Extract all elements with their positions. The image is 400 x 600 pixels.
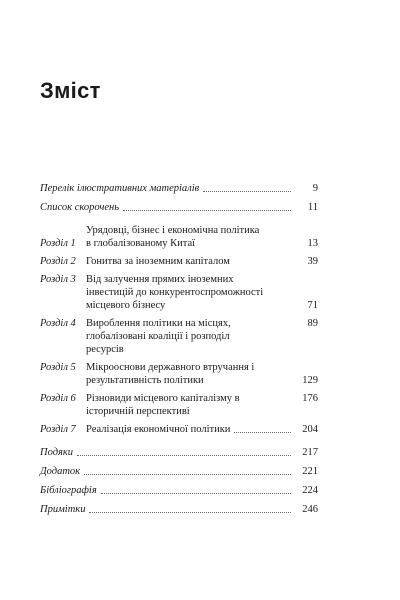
chapter-label: Розділ 3 xyxy=(40,274,76,285)
toc-page-number: 9 xyxy=(312,183,318,194)
toc-page-number: 204 xyxy=(302,424,318,435)
dot-leader xyxy=(77,455,291,456)
toc-entry-acknowledgments[interactable] xyxy=(40,446,318,459)
dot-leader xyxy=(101,493,291,494)
toc-page-number: 224 xyxy=(302,485,318,496)
dot-leader xyxy=(84,474,291,475)
dot-leader xyxy=(89,512,291,513)
toc-chapter-1[interactable] xyxy=(40,224,318,250)
toc-page-number: 89 xyxy=(307,318,318,329)
toc-entry-bibliography[interactable] xyxy=(40,484,318,497)
toc-entry-label: Перелік ілюстративних матеріалів xyxy=(40,183,200,194)
chapter-title: Від залучення прямих іноземних інвестицій до конкурентоспроможності місцевого бізнесу xyxy=(86,274,264,311)
toc-page-number: 246 xyxy=(302,504,318,515)
toc-page-number: 39 xyxy=(307,256,318,267)
chapter-title: Різновиди місцевого капіталізму в історичній перспективі xyxy=(86,393,240,417)
chapter-title: Реалізація економічної політики xyxy=(86,424,231,435)
toc-entry-label: Додаток xyxy=(40,466,81,477)
chapter-title: Урядовці, бізнес і економічна політика в глобалізованому Китаї xyxy=(86,225,260,249)
toc-entry-notes[interactable] xyxy=(40,503,318,516)
toc-page-number: 217 xyxy=(302,447,318,458)
toc-page-number: 129 xyxy=(302,375,318,386)
toc-entry-appendix[interactable] xyxy=(40,465,318,478)
chapter-label: Розділ 2 xyxy=(40,256,76,267)
toc-chapter-2[interactable] xyxy=(40,255,318,268)
toc-chapter-4[interactable] xyxy=(40,317,318,356)
chapter-title: Гонитва за іноземним капіталом xyxy=(86,256,230,267)
toc-page-number: 11 xyxy=(307,202,318,213)
table-of-contents xyxy=(40,182,318,522)
toc-entry-abbreviations[interactable] xyxy=(40,201,318,214)
chapter-label: Розділ 4 xyxy=(40,318,76,329)
toc-chapter-6[interactable] xyxy=(40,392,318,418)
toc-entry-illustrations[interactable] xyxy=(40,182,318,195)
toc-entry-label: Бібліографія xyxy=(40,485,97,496)
chapter-label: Розділ 5 xyxy=(40,362,76,373)
toc-entry-label: Список скорочень xyxy=(40,202,119,213)
chapter-title: Мікрооснови державного втручання і результативність політики xyxy=(86,362,255,386)
toc-page-number: 221 xyxy=(302,466,318,477)
dot-leader xyxy=(203,191,291,192)
toc-chapter-7[interactable] xyxy=(40,423,318,436)
page-title: Зміст xyxy=(40,78,101,103)
toc-entry-label: Подяки xyxy=(40,447,74,458)
toc-chapter-5[interactable] xyxy=(40,361,318,387)
toc-chapter-3[interactable] xyxy=(40,273,318,312)
chapter-title: Вироблення політики на місцях, глобалізовані коаліції і розподіл ресурсів xyxy=(86,318,231,355)
chapter-label: Розділ 6 xyxy=(40,393,76,404)
dot-leader xyxy=(123,210,291,211)
chapter-label: Розділ 1 xyxy=(40,238,76,249)
dot-leader xyxy=(234,432,291,433)
toc-page-number: 13 xyxy=(307,238,318,249)
toc-entry-label: Примітки xyxy=(40,504,86,515)
toc-page-number: 71 xyxy=(307,300,318,311)
toc-page-number: 176 xyxy=(302,393,318,404)
chapter-label: Розділ 7 xyxy=(40,424,76,435)
